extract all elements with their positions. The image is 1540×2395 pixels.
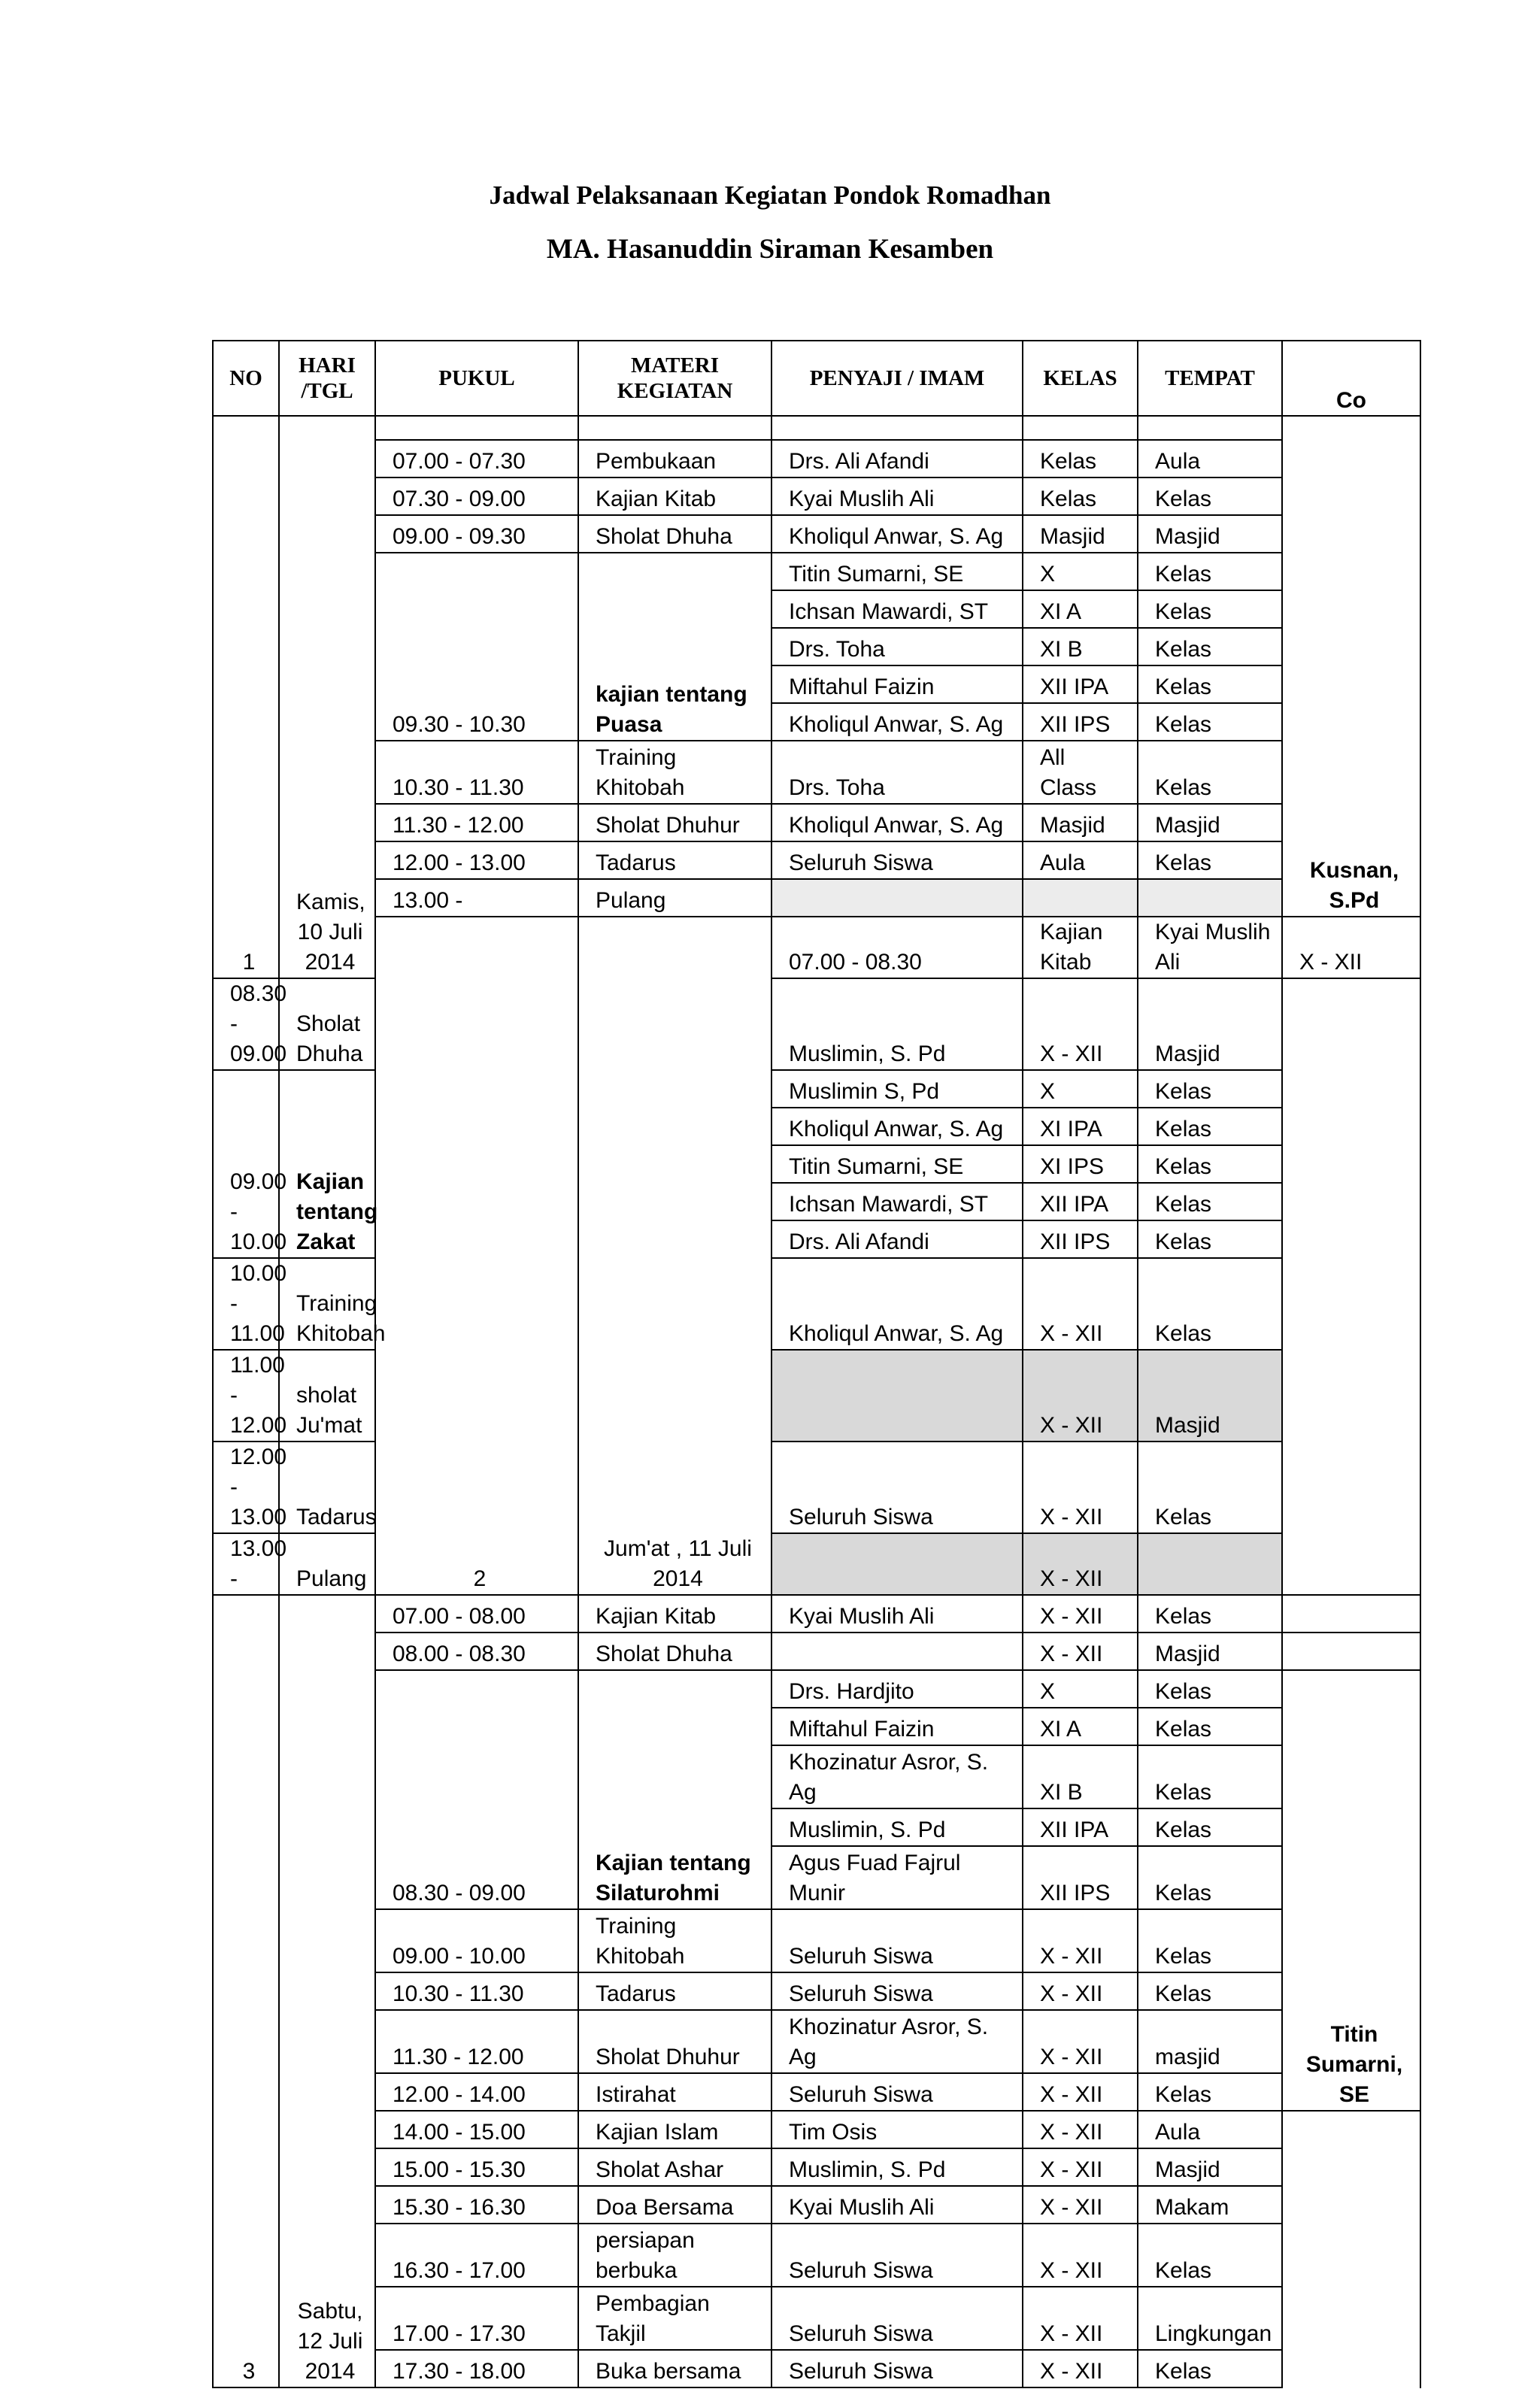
- header-kelas: KELAS: [1023, 341, 1138, 416]
- place: Masjid: [1138, 804, 1282, 841]
- presenter: Seluruh Siswa: [772, 2073, 1023, 2111]
- place: [1138, 879, 1282, 917]
- header-no: NO: [213, 341, 279, 416]
- presenter: Muslimin, S. Pd: [772, 978, 1023, 1070]
- place: Lingkungan: [1138, 2287, 1282, 2350]
- time: 08.30 - 09.00: [213, 978, 279, 1070]
- place: Masjid: [1138, 1350, 1282, 1442]
- class: [1023, 879, 1138, 917]
- day-date: Jum'at , 11 Juli 2014: [578, 917, 772, 1595]
- activity: Training Khitobah: [279, 1258, 375, 1350]
- table-row: [213, 1633, 1420, 1670]
- class: XII IPA: [1023, 665, 1138, 703]
- time: 10.00 - 11.00: [213, 1258, 279, 1350]
- time: 08.00 - 08.30: [375, 1633, 578, 1670]
- class: XII IPA: [1023, 1183, 1138, 1220]
- time: 09.00 - 10.00: [375, 1909, 578, 1972]
- coordinator: Titin Sumarni, SE: [1282, 1670, 1420, 2111]
- presenter: [772, 879, 1023, 917]
- class: XII IPS: [1023, 1220, 1138, 1258]
- table-row: [213, 804, 1420, 841]
- presenter: Seluruh Siswa: [772, 1442, 1023, 1533]
- place: Kelas: [1138, 1909, 1282, 1972]
- time: 07.00 - 07.30: [375, 440, 578, 477]
- class: Masjid: [1023, 515, 1138, 553]
- presenter: Titin Sumarni, SE: [772, 1145, 1023, 1183]
- place: Kelas: [1138, 2073, 1282, 2111]
- time: 11.30 - 12.00: [375, 2010, 578, 2073]
- table-row: [213, 917, 1420, 978]
- presenter: Kholiqul Anwar, S. Ag: [772, 804, 1023, 841]
- activity: Kajian tentang Zakat: [279, 1070, 375, 1258]
- activity: persiapan berbuka: [578, 2224, 772, 2287]
- class: XI B: [1023, 628, 1138, 665]
- header-hari: HARI /TGL: [279, 341, 375, 416]
- presenter: Seluruh Siswa: [772, 2350, 1023, 2387]
- table-row: [213, 841, 1420, 879]
- class: XII IPS: [1023, 703, 1138, 741]
- activity: Sholat Dhuha: [578, 1633, 772, 1670]
- activity: Pembagian Takjil: [578, 2287, 772, 2350]
- presenter: Kholiqul Anwar, S. Ag: [772, 515, 1023, 553]
- class: XI IPA: [1023, 1108, 1138, 1145]
- header-row: [213, 341, 1420, 416]
- class: X - XII: [1023, 1633, 1138, 1670]
- place: Kelas: [1138, 1595, 1282, 1633]
- time: 15.00 - 15.30: [375, 2148, 578, 2186]
- place: Masjid: [1138, 515, 1282, 553]
- class: X - XII: [1023, 1350, 1138, 1442]
- table-row: [213, 477, 1420, 515]
- time: 12.00 - 14.00: [375, 2073, 578, 2111]
- presenter: Kyai Muslih Ali: [772, 2186, 1023, 2224]
- time: 17.00 - 17.30: [375, 2287, 578, 2350]
- class: X - XII: [1023, 1258, 1138, 1350]
- document-title: Jadwal Pelaksanaan Kegiatan Pondok Romadhan: [489, 180, 1051, 210]
- class: XI A: [1023, 590, 1138, 628]
- time: 17.30 - 18.00: [375, 2350, 578, 2387]
- class: X - XII: [1282, 917, 1420, 978]
- class: X - XII: [1023, 2186, 1138, 2224]
- time: 09.00 - 10.00: [213, 1070, 279, 1258]
- place: Kelas: [1138, 703, 1282, 741]
- place: Kelas: [1138, 1070, 1282, 1108]
- time: 13.00 -: [213, 1533, 279, 1595]
- presenter: Agus Fuad Fajrul Munir: [772, 1846, 1023, 1909]
- place: Kelas: [1138, 1972, 1282, 2010]
- day-no: 3: [213, 1595, 279, 2387]
- table-row: [213, 440, 1420, 477]
- table-row: [213, 515, 1420, 553]
- presenter: Seluruh Siswa: [772, 1909, 1023, 1972]
- activity: Kajian Kitab: [578, 477, 772, 515]
- class: X - XII: [1023, 2148, 1138, 2186]
- presenter: [772, 1533, 1023, 1595]
- header-pukul: PUKUL: [375, 341, 578, 416]
- class: X - XII: [1023, 2010, 1138, 2073]
- header-tempat: TEMPAT: [1138, 341, 1282, 416]
- class: XI A: [1023, 1708, 1138, 1745]
- place: Aula: [1138, 2111, 1282, 2148]
- table-row: [213, 2148, 1420, 2186]
- class: X - XII: [1023, 2073, 1138, 2111]
- place: Kelas: [1138, 1258, 1282, 1350]
- time: 16.30 - 17.00: [375, 2224, 578, 2287]
- activity: Kajian Islam: [578, 2111, 772, 2148]
- presenter: Ichsan Mawardi, ST: [772, 590, 1023, 628]
- activity: Pembukaan: [578, 440, 772, 477]
- place: Kelas: [1138, 1846, 1282, 1909]
- presenter: Drs. Toha: [772, 628, 1023, 665]
- place: Makam: [1138, 2186, 1282, 2224]
- time: 12.00 - 13.00: [375, 841, 578, 879]
- table-row: [213, 2111, 1420, 2148]
- activity: kajian tentang Puasa: [578, 553, 772, 741]
- presenter: Kyai Muslih Ali: [772, 1595, 1023, 1633]
- class: XII IPS: [1023, 1846, 1138, 1909]
- table-row: [213, 2350, 1420, 2387]
- table-row: [213, 2010, 1420, 2073]
- place: Kelas: [1138, 1442, 1282, 1533]
- place: Kelas: [1138, 1808, 1282, 1846]
- spacer-row: [213, 416, 1420, 440]
- activity: Pulang: [279, 1533, 375, 1595]
- header-materi: MATERI KEGIATAN: [578, 341, 772, 416]
- presenter: [772, 1633, 1023, 1670]
- class: X - XII: [1023, 1909, 1138, 1972]
- activity: Sholat Dhuhur: [578, 804, 772, 841]
- header-penyaji: PENYAJI / IMAM: [772, 341, 1023, 416]
- table-row: [213, 1595, 1420, 1633]
- class: X - XII: [1023, 1972, 1138, 2010]
- table-row: [213, 1909, 1420, 1972]
- class: X - XII: [1023, 1595, 1138, 1633]
- presenter: Kholiqul Anwar, S. Ag: [772, 703, 1023, 741]
- coordinator: Kusnan, S.Pd: [1282, 416, 1420, 917]
- time: 07.00 - 08.30: [772, 917, 1023, 978]
- place: Kelas: [1138, 1145, 1282, 1183]
- presenter: Miftahul Faizin: [772, 1708, 1023, 1745]
- presenter: Khozinatur Asror, S. Ag: [772, 1745, 1023, 1808]
- table-row: [213, 1972, 1420, 2010]
- activity: Sholat Ashar: [578, 2148, 772, 2186]
- presenter: Khozinatur Asror, S. Ag: [772, 2010, 1023, 2073]
- presenter: Drs. Ali Afandi: [772, 1220, 1023, 1258]
- place: Masjid: [1138, 2148, 1282, 2186]
- presenter: Drs. Ali Afandi: [772, 440, 1023, 477]
- activity: Training Khitobah: [578, 741, 772, 804]
- place: Kelas: [1138, 1745, 1282, 1808]
- activity: Tadarus: [578, 841, 772, 879]
- day-no: 2: [375, 917, 578, 1595]
- activity: Kajian tentang Silaturohmi: [578, 1670, 772, 1909]
- presenter: [772, 1350, 1023, 1442]
- activity: Doa Bersama: [578, 2186, 772, 2224]
- table-row: [213, 2287, 1420, 2350]
- place: [1138, 1533, 1282, 1595]
- presenter: Drs. Hardjito: [772, 1670, 1023, 1708]
- class: X: [1023, 553, 1138, 590]
- activity: Sholat Dhuha: [578, 515, 772, 553]
- table-row: [213, 2224, 1420, 2287]
- class: Kelas: [1023, 477, 1138, 515]
- place: Kelas: [1138, 477, 1282, 515]
- table-row: [213, 741, 1420, 804]
- place: Kelas: [1138, 1708, 1282, 1745]
- presenter: Seluruh Siswa: [772, 2224, 1023, 2287]
- class: X - XII: [1023, 1442, 1138, 1533]
- class: X - XII: [1023, 2224, 1138, 2287]
- class: Kelas: [1023, 440, 1138, 477]
- header-co: Co: [1282, 341, 1420, 416]
- day-date: Kamis, 10 Juli 2014: [279, 416, 375, 978]
- time: 15.30 - 16.30: [375, 2186, 578, 2224]
- place: Aula: [1138, 440, 1282, 477]
- presenter: Kyai Muslih Ali: [1138, 917, 1282, 978]
- class: Aula: [1023, 841, 1138, 879]
- place: Kelas: [1138, 628, 1282, 665]
- presenter: Drs. Toha: [772, 741, 1023, 804]
- time: 07.00 - 08.00: [375, 1595, 578, 1633]
- class: X - XII: [1023, 2111, 1138, 2148]
- presenter: Miftahul Faizin: [772, 665, 1023, 703]
- class: XI IPS: [1023, 1145, 1138, 1183]
- activity: Sholat Dhuha: [279, 978, 375, 1070]
- activity: Tadarus: [578, 1972, 772, 2010]
- presenter: Kholiqul Anwar, S. Ag: [772, 1108, 1023, 1145]
- day-date: Sabtu, 12 Juli 2014: [279, 1595, 375, 2387]
- activity: Buka bersama: [578, 2350, 772, 2387]
- presenter: Seluruh Siswa: [772, 2287, 1023, 2350]
- class: All Class: [1023, 741, 1138, 804]
- class: XI B: [1023, 1745, 1138, 1808]
- activity: Pulang: [578, 879, 772, 917]
- presenter: Muslimin S, Pd: [772, 1070, 1023, 1108]
- place: Kelas: [1138, 1670, 1282, 1708]
- time: 10.30 - 11.30: [375, 1972, 578, 2010]
- table-row: [213, 2186, 1420, 2224]
- document-subtitle: MA. Hasanuddin Siraman Kesamben: [546, 234, 994, 265]
- place: Kelas: [1138, 553, 1282, 590]
- class: X: [1023, 1070, 1138, 1108]
- time: 10.30 - 11.30: [375, 741, 578, 804]
- time: 12.00 - 13.00: [213, 1442, 279, 1533]
- class: X - XII: [1023, 1533, 1138, 1595]
- activity: Sholat Dhuhur: [578, 2010, 772, 2073]
- table-row: [213, 553, 1420, 590]
- class: Masjid: [1023, 804, 1138, 841]
- presenter: Seluruh Siswa: [772, 841, 1023, 879]
- place: Kelas: [1138, 590, 1282, 628]
- place: Kelas: [1138, 841, 1282, 879]
- activity: sholat Ju'mat: [279, 1350, 375, 1442]
- class: X - XII: [1023, 978, 1138, 1070]
- time: 13.00 -: [375, 879, 578, 917]
- time: 09.00 - 09.30: [375, 515, 578, 553]
- activity: Kajian Kitab: [1023, 917, 1138, 978]
- place: Kelas: [1138, 1220, 1282, 1258]
- place: masjid: [1138, 2010, 1282, 2073]
- time: 07.30 - 09.00: [375, 477, 578, 515]
- presenter: Titin Sumarni, SE: [772, 553, 1023, 590]
- activity: Training Khitobah: [578, 1909, 772, 1972]
- place: Masjid: [1138, 1633, 1282, 1670]
- time: 08.30 - 09.00: [375, 1670, 578, 1909]
- table-row: [213, 2073, 1420, 2111]
- place: Kelas: [1138, 665, 1282, 703]
- place: Kelas: [1138, 1183, 1282, 1220]
- presenter: Kholiqul Anwar, S. Ag: [772, 1258, 1023, 1350]
- presenter: Tim Osis: [772, 2111, 1023, 2148]
- presenter: Ichsan Mawardi, ST: [772, 1183, 1023, 1220]
- class: X: [1023, 1670, 1138, 1708]
- schedule-table: [212, 340, 1421, 2388]
- presenter: Kyai Muslih Ali: [772, 477, 1023, 515]
- presenter: Seluruh Siswa: [772, 1972, 1023, 2010]
- place: Kelas: [1138, 1108, 1282, 1145]
- place: Kelas: [1138, 2350, 1282, 2387]
- activity: Kajian Kitab: [578, 1595, 772, 1633]
- activity: Tadarus: [279, 1442, 375, 1533]
- day-no: 1: [213, 416, 279, 978]
- table-row: [213, 879, 1420, 917]
- class: X - XII: [1023, 2287, 1138, 2350]
- table-row: [213, 1670, 1420, 1708]
- place: Kelas: [1138, 2224, 1282, 2287]
- place: Kelas: [1138, 741, 1282, 804]
- presenter: Muslimin, S. Pd: [772, 1808, 1023, 1846]
- activity: Istirahat: [578, 2073, 772, 2111]
- place: Masjid: [1138, 978, 1282, 1070]
- time: 14.00 - 15.00: [375, 2111, 578, 2148]
- class: X - XII: [1023, 2350, 1138, 2387]
- time: 11.00 - 12.00: [213, 1350, 279, 1442]
- class: XII IPA: [1023, 1808, 1138, 1846]
- presenter: Muslimin, S. Pd: [772, 2148, 1023, 2186]
- time: 09.30 - 10.30: [375, 553, 578, 741]
- time: 11.30 - 12.00: [375, 804, 578, 841]
